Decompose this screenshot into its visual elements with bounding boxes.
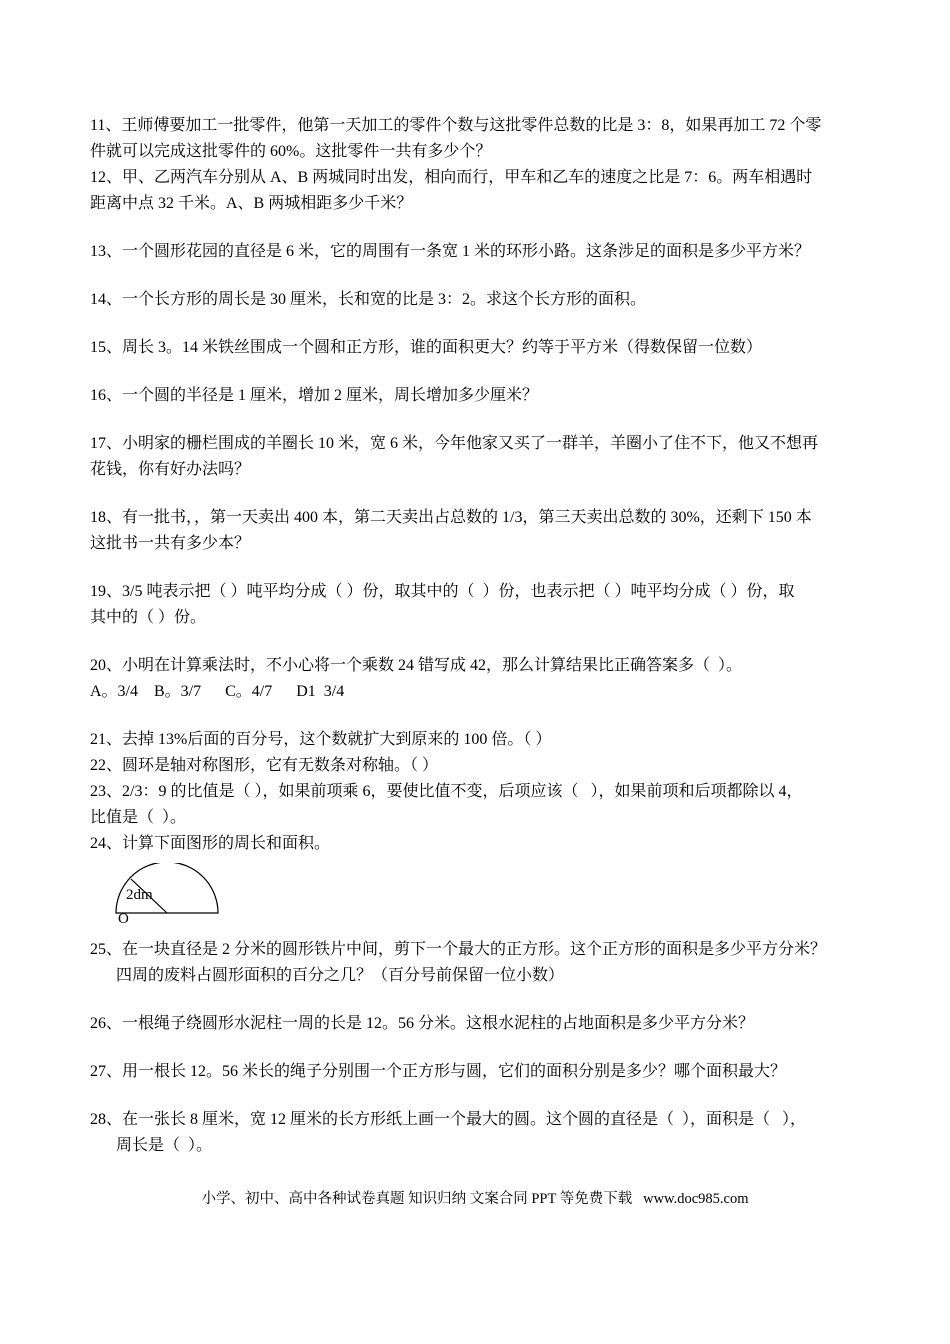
problem-line: 18、有一批书，，第一天卖出 400 本，第二天卖出占总数的 1/3，第三天卖出总数的 30%，还剩下 150 本 <box>90 509 812 526</box>
problem-13 <box>90 239 878 265</box>
problem-line: 17、小明家的栅栏围成的羊圈长 10 米，宽 6 米，今年他家又买了一群羊，羊圈小了住不下，他又不想再 <box>90 435 819 452</box>
problem-line: 13、一个圆形花园的直径是 6 米，它的周围有一条宽 1 米的环形小路。这条涉足的面积是多少平方米？ <box>90 243 811 260</box>
problem-line: 16、一个圆的半径是 1 厘米，增加 2 厘米，周长增加多少厘米？ <box>90 387 539 404</box>
problem-line: 四周的废料占圆形面积的百分之几？（百分号前保留一位小数） <box>116 967 565 984</box>
radius-label: 2dm <box>126 887 153 903</box>
problem-line: 12、甲、乙两汽车分别从 A、B 两城同时出发，相向而行，甲车和乙车的速度之比是 7：6。两车相遇时 <box>90 169 813 186</box>
problem-15 <box>90 335 878 361</box>
problem-22 <box>90 753 878 779</box>
problem-17 <box>90 431 878 483</box>
problem-line: 27、用一根长 12。56 米长的绳子分别围一个正方形与圆，它们的面积分别是多少？哪个面积最大？ <box>90 1063 787 1080</box>
problem-18 <box>90 505 878 557</box>
problem-line: 件就可以完成这批零件的 60%。这批零件一共有多少个？ <box>90 143 492 160</box>
problem-27 <box>90 1059 878 1085</box>
problem-line: 28、在一张长 8 厘米，宽 12 厘米的长方形纸上画一个最大的圆。这个圆的直径是（ ），面积是（ ）， <box>90 1111 807 1128</box>
problem-line: 20、小明在计算乘法时，不小心将一个乘数 24 错写成 42，那么计算结果比正确答案多（ ）。 <box>90 657 743 674</box>
semicircle-figure <box>110 863 250 929</box>
problem-23 <box>90 779 878 831</box>
problem-line: 25、在一块直径是 2 分米的圆形铁片中间，剪下一个最大的正方形。这个正方形的面积是多少平方分米？ <box>90 941 827 958</box>
footer-url: www.doc985.com <box>643 1191 749 1207</box>
footer-text: 小学、初中、高中各种试卷真题 知识归纳 文案合同 PPT 等免费下载 <box>201 1191 633 1207</box>
problem-12 <box>90 165 878 217</box>
worksheet-content <box>90 113 878 1159</box>
problem-25 <box>90 937 878 989</box>
problem-26 <box>90 1011 878 1037</box>
problem-line: 14、一个长方形的周长是 30 厘米，长和宽的比是 3：2。求这个长方形的面积。 <box>90 291 647 308</box>
problem-28 <box>90 1107 878 1159</box>
problem-line: 21、去掉 13%后面的百分号，这个数就扩大到原来的 100 倍。（ ） <box>90 731 552 748</box>
problem-line: 15、周长 3。14 米铁丝围成一个圆和正方形，谁的面积更大？约等于平方米（得数保留一位数） <box>90 339 763 356</box>
center-label: O <box>118 911 129 927</box>
problem-line: 23、2/3：9 的比值是（ ），如果前项乘 6，要使比值不变，后项应该（ ），如果前项和后项都除以 4， <box>90 783 803 800</box>
problem-line: 比值是（ ）。 <box>90 809 187 826</box>
problem-line: 11、王师傅要加工一批零件，他第一天加工的零件个数与这批零件总数的比是 3：8，如果再加工 72 个零 <box>90 117 822 134</box>
problem-line: 周长是（ ）。 <box>116 1137 213 1154</box>
problem-21 <box>90 727 878 753</box>
problem-line: 这批书一共有多少本？ <box>90 535 251 552</box>
problem-14 <box>90 287 878 313</box>
answer-options: A。3/4 B。3/7 C。4/7 D1 3/4 <box>90 683 345 700</box>
problem-19 <box>90 579 878 631</box>
problem-line: 24、计算下面图形的周长和面积。 <box>90 835 331 852</box>
page-footer <box>0 1188 950 1210</box>
problem-line: 19、3/5 吨表示把（ ）吨平均分成（ ）份，取其中的（ ）份，也表示把（ ）吨平均分成（ ）份，取 <box>90 583 795 600</box>
problem-line: 26、一根绳子绕圆形水泥柱一周的长是 12。56 分米。这根水泥柱的占地面积是多少平方分米？ <box>90 1015 755 1032</box>
problem-20 <box>90 653 878 705</box>
problem-line: 其中的（ ）份。 <box>90 609 207 626</box>
problem-line: 距离中点 32 千米。A、B 两城相距多少千米？ <box>90 195 413 212</box>
problem-16 <box>90 383 878 409</box>
problem-11 <box>90 113 878 165</box>
problem-line: 花钱，你有好办法吗？ <box>90 461 251 478</box>
problem-line: 22、圆环是轴对称图形，它有无数条对称轴。（ ） <box>90 757 439 774</box>
problem-24 <box>90 831 878 857</box>
